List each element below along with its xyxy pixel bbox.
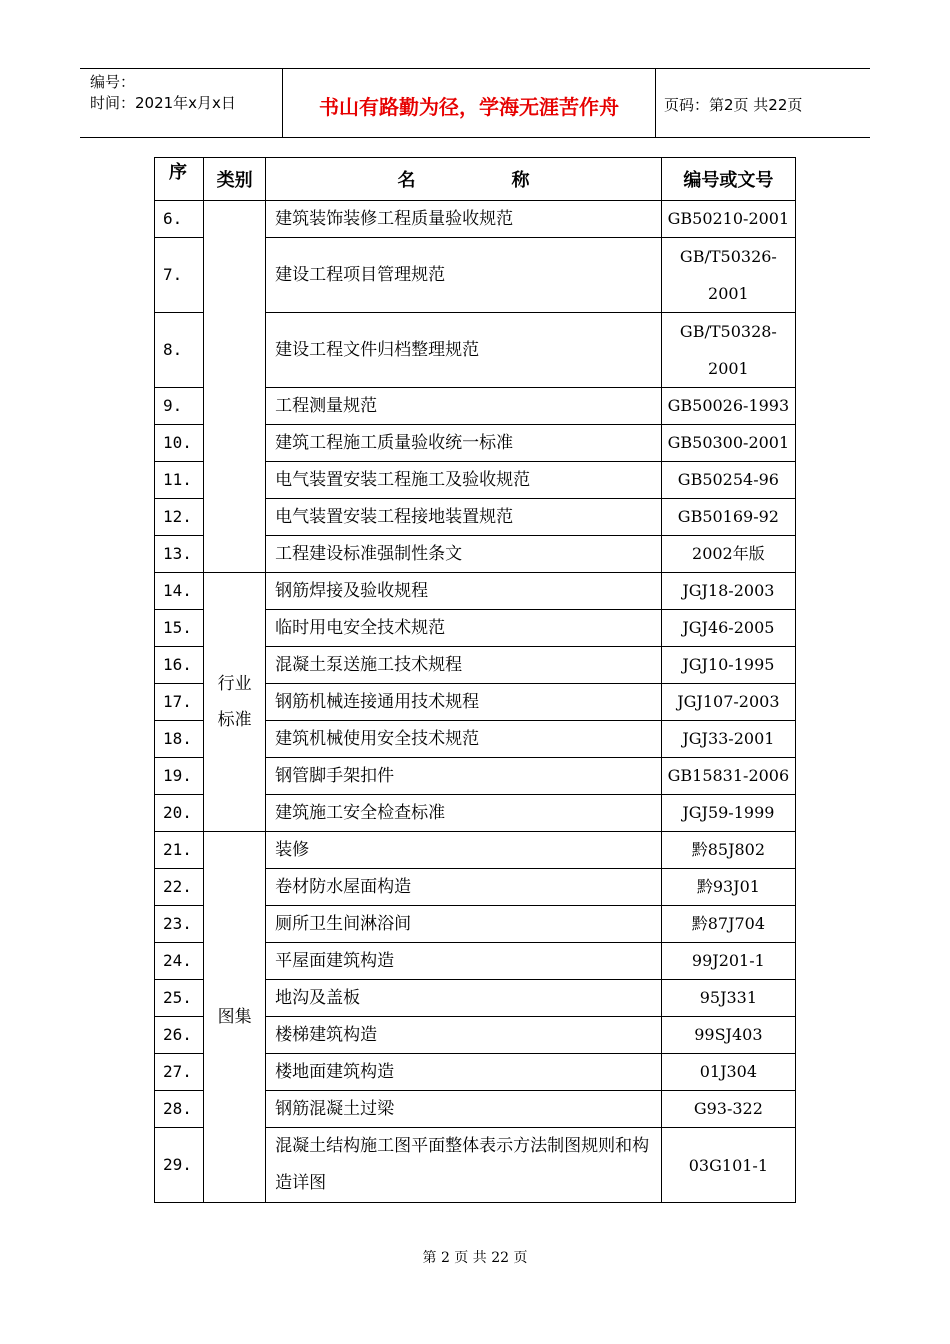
row-code: JGJ18-2003 xyxy=(661,573,795,610)
row-seq: 27. xyxy=(155,1054,204,1091)
row-seq: 24. xyxy=(155,943,204,980)
document-date-label: 时间：2021年x月x日 xyxy=(90,94,236,112)
row-seq: 16. xyxy=(155,647,204,684)
row-category: 图集 xyxy=(204,832,266,1203)
row-name: 钢管脚手架扣件 xyxy=(266,758,662,795)
header-name xyxy=(266,158,662,201)
row-name: 建筑施工安全检查标准 xyxy=(266,795,662,832)
row-seq: 23. xyxy=(155,906,204,943)
row-code: 95J331 xyxy=(661,980,795,1017)
row-seq: 6. xyxy=(155,201,204,238)
row-code: 01J304 xyxy=(661,1054,795,1091)
row-name: 电气装置安装工程接地装置规范 xyxy=(266,499,662,536)
row-name: 建筑装饰装修工程质量验收规范 xyxy=(266,201,662,238)
header-middle-cell xyxy=(282,69,656,137)
row-code: GB50254-96 xyxy=(661,462,795,499)
row-code: 2002年版 xyxy=(661,536,795,573)
table-row xyxy=(155,832,796,869)
row-name: 卷材防水屋面构造 xyxy=(266,869,662,906)
row-seq: 29. xyxy=(155,1128,204,1203)
page-header xyxy=(80,68,870,138)
header-name-part-a: 名 xyxy=(397,170,416,191)
row-seq: 12. xyxy=(155,499,204,536)
row-name: 混凝土泵送施工技术规程 xyxy=(266,647,662,684)
header-name-part-b: 称 xyxy=(511,170,530,191)
row-name: 混凝土结构施工图平面整体表示方法制图规则和构造详图 xyxy=(266,1128,662,1203)
header-motto: 书山有路勤为径，学海无涯苦作舟 xyxy=(319,95,619,119)
row-name: 厕所卫生间淋浴间 xyxy=(266,906,662,943)
row-code: G93-322 xyxy=(661,1091,795,1128)
row-code: GB/T50328-2001 xyxy=(661,313,795,388)
header-seq: 序 xyxy=(155,158,204,201)
header-code: 编号或文号 xyxy=(661,158,795,201)
row-seq: 22. xyxy=(155,869,204,906)
row-name: 建设工程项目管理规范 xyxy=(266,238,662,313)
row-code: GB/T50326-2001 xyxy=(661,238,795,313)
row-code: GB50169-92 xyxy=(661,499,795,536)
table-row xyxy=(155,573,796,610)
row-code: 黔93J01 xyxy=(661,869,795,906)
table-header-row xyxy=(155,158,796,201)
row-seq: 28. xyxy=(155,1091,204,1128)
row-code: JGJ46-2005 xyxy=(661,610,795,647)
row-seq: 19. xyxy=(155,758,204,795)
row-code: 黔85J802 xyxy=(661,832,795,869)
row-seq: 21. xyxy=(155,832,204,869)
row-code: GB50026-1993 xyxy=(661,388,795,425)
row-seq: 25. xyxy=(155,980,204,1017)
row-seq: 7. xyxy=(155,238,204,313)
row-name: 工程测量规范 xyxy=(266,388,662,425)
header-left-cell xyxy=(80,69,282,137)
table-body xyxy=(155,201,796,1203)
row-seq: 9. xyxy=(155,388,204,425)
row-code: JGJ33-2001 xyxy=(661,721,795,758)
row-code: GB50210-2001 xyxy=(661,201,795,238)
row-seq: 26. xyxy=(155,1017,204,1054)
page-footer: 第 2 页 共 22 页 xyxy=(422,1250,528,1266)
row-seq: 8. xyxy=(155,313,204,388)
row-seq: 20. xyxy=(155,795,204,832)
row-name: 工程建设标准强制性条文 xyxy=(266,536,662,573)
row-name: 钢筋混凝土过梁 xyxy=(266,1091,662,1128)
row-seq: 18. xyxy=(155,721,204,758)
row-code: 99J201-1 xyxy=(661,943,795,980)
row-code: 03G101-1 xyxy=(661,1128,795,1203)
row-code: 黔87J704 xyxy=(661,906,795,943)
row-code: JGJ59-1999 xyxy=(661,795,795,832)
row-name: 建设工程文件归档整理规范 xyxy=(266,313,662,388)
row-code: GB50300-2001 xyxy=(661,425,795,462)
row-name: 建筑机械使用安全技术规范 xyxy=(266,721,662,758)
row-name: 建筑工程施工质量验收统一标准 xyxy=(266,425,662,462)
header-category: 类别 xyxy=(204,158,266,201)
row-code: JGJ10-1995 xyxy=(661,647,795,684)
row-code: 99SJ403 xyxy=(661,1017,795,1054)
row-category xyxy=(204,201,266,573)
standards-table xyxy=(154,157,796,1203)
header-right-cell xyxy=(654,69,870,137)
table-row xyxy=(155,201,796,238)
row-name: 电气装置安装工程施工及验收规范 xyxy=(266,462,662,499)
row-category: 行业标准 xyxy=(204,573,266,832)
row-seq: 17. xyxy=(155,684,204,721)
row-name: 钢筋焊接及验收规程 xyxy=(266,573,662,610)
row-seq: 10. xyxy=(155,425,204,462)
row-name: 平屋面建筑构造 xyxy=(266,943,662,980)
row-name: 钢筋机械连接通用技术规程 xyxy=(266,684,662,721)
row-code: GB15831-2006 xyxy=(661,758,795,795)
row-name: 楼梯建筑构造 xyxy=(266,1017,662,1054)
row-seq: 11. xyxy=(155,462,204,499)
row-name: 装修 xyxy=(266,832,662,869)
header-page-indicator: 页码：第2页 共22页 xyxy=(664,96,803,114)
row-seq: 13. xyxy=(155,536,204,573)
row-seq: 15. xyxy=(155,610,204,647)
document-number-label: 编号： xyxy=(90,73,136,91)
row-code: JGJ107-2003 xyxy=(661,684,795,721)
row-name: 楼地面建筑构造 xyxy=(266,1054,662,1091)
row-name: 地沟及盖板 xyxy=(266,980,662,1017)
row-name: 临时用电安全技术规范 xyxy=(266,610,662,647)
row-seq: 14. xyxy=(155,573,204,610)
